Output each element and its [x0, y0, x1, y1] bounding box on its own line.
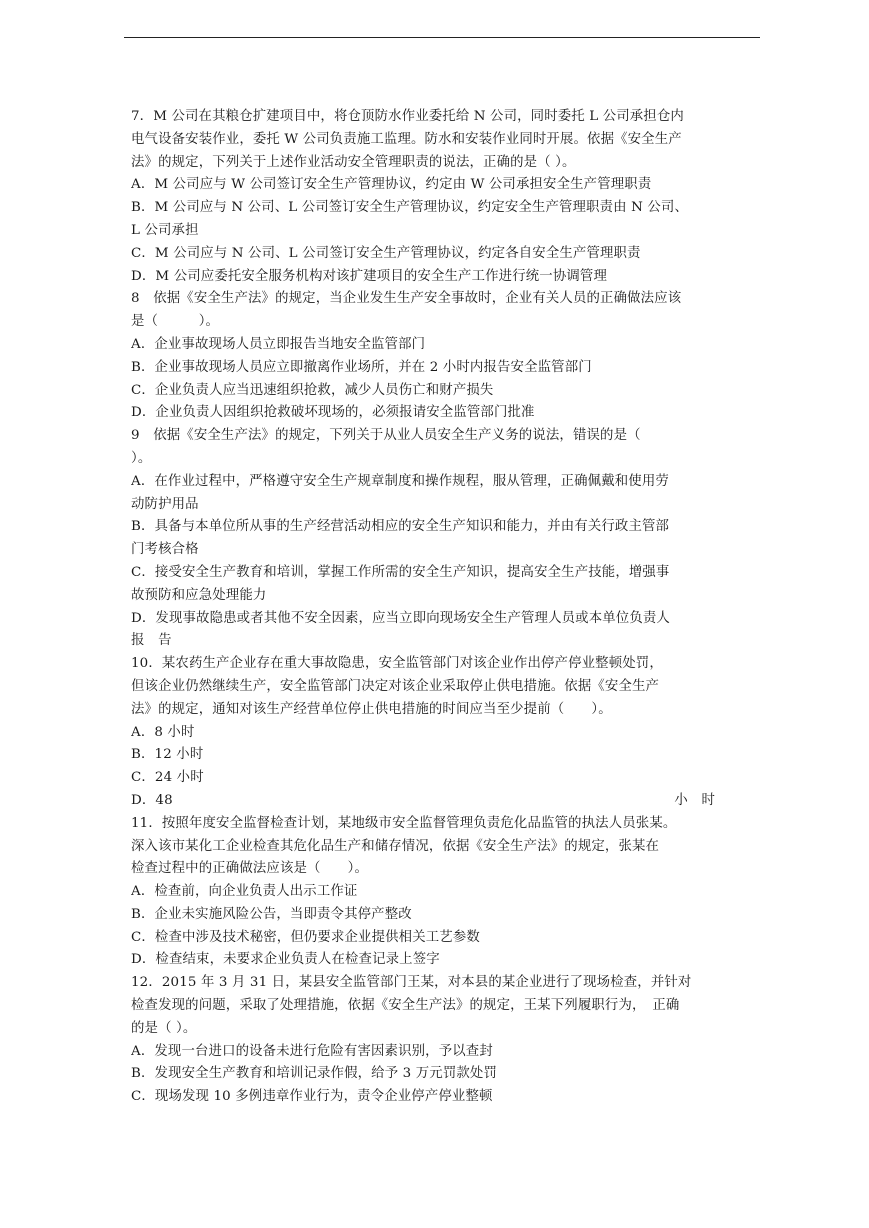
text-line: 但该企业仍然继续生产，安全监管部门决定对该企业采取停止供电措施。依据《安全生产	[131, 678, 660, 694]
text-line: A．M 公司应与 W 公司签订安全生产管理协议，约定由 W 公司承担安全生产管理职责	[131, 177, 652, 193]
text-line: 电气设备安装作业，委托 W 公司负责施工监理。防水和安装作业同时开展。依据《安全生产	[131, 131, 682, 147]
text-line: A．在作业过程中，严格遵守安全生产规章制度和操作规程，服从管理，正确佩戴和使用劳	[131, 473, 669, 489]
text-line: 7．M 公司在其粮仓扩建项目中，将仓顶防水作业委托给 N 公司，同时委托 L 公司承担仓内	[131, 109, 684, 124]
answer-d-unit: 小 时	[674, 792, 715, 808]
text-line: B．企业事故现场人员应立即撤离作业场所，并在 2 小时内报告安全监管部门	[131, 359, 592, 375]
text-line: C．M 公司应与 N 公司、L 公司签订安全生产管理协议，约定各自安全生产管理职责	[131, 245, 641, 261]
text-line: C．现场发现 10 多例违章作业行为，责令企业停产停业整顿	[131, 1089, 493, 1105]
text-line: 深入该市某化工企业检查其危化品生产和储存情况，依据《安全生产法》的规定，张某在	[131, 838, 660, 854]
text-line: C．企业负责人应当迅速组织抢救，减少人员伤亡和财产损失	[131, 382, 494, 398]
text-line: 12．2015 年 3 月 31 日，某县安全监管部门王某，对本县的某企业进行了现场检查，并针对	[131, 975, 692, 991]
text-line: L 公司承担	[131, 222, 199, 238]
text-line: 10．某农药生产企业存在重大事故隐患，安全监管部门对该企业作出停产停业整顿处罚，	[131, 656, 663, 672]
text-line-answer-d-48	[131, 790, 753, 813]
text-line: ）。	[131, 450, 152, 466]
answer-d-label: D．48	[131, 792, 173, 808]
text-line: 是（ ）。	[131, 314, 220, 330]
text-line: B．M 公司应与 N 公司、L 公司签订安全生产管理协议，约定安全生产管理职责由 N 公司、	[131, 200, 688, 216]
text-line: B．企业未实施风险公告，当即责令其停产整改	[131, 906, 412, 922]
text-line: 检查过程中的正确做法应该是（ ）。	[131, 861, 369, 877]
text-line: 法》的规定，下列关于上述作业活动安全管理职责的说法，正确的是（ ）。	[131, 154, 576, 170]
text-line: 的是（ ）。	[131, 1020, 197, 1036]
text-line: C．24 小时	[131, 770, 204, 786]
text-line: 故预防和应急处理能力	[131, 587, 267, 603]
text-line: D．检查结束，未要求企业负责人在检查记录上签字	[131, 952, 440, 968]
text-line: 法》的规定，通知对该生产经营单位停止供电措施的时间应当至少提前（ ）。	[131, 701, 612, 717]
text-line: A．发现一台进口的设备未进行危险有害因素识别，予以查封	[131, 1043, 493, 1059]
text-line: 9 依据《安全生产法》的规定，下列关于从业人员安全生产义务的说法，错误的是（	[131, 428, 641, 444]
text-line: 11．按照年度安全监督检查计划，某地级市安全监督管理负责危化品监管的执法人员张某。	[131, 815, 677, 831]
text-line: A．检查前，向企业负责人出示工作证	[131, 884, 358, 900]
text-line: C．接受安全生产教育和培训，掌握工作所需的安全生产知识，提高安全生产技能，增强事	[131, 564, 670, 580]
text-line: 动防护用品	[131, 496, 199, 512]
document-body	[131, 106, 753, 1109]
text-block-upper	[131, 106, 753, 790]
text-line: A．8 小时	[131, 724, 195, 740]
text-line: 8 依据《安全生产法》的规定，当企业发生生产安全事故时，企业有关人员的正确做法应该	[131, 291, 682, 307]
text-block-lower	[131, 813, 753, 1109]
text-line: D．企业负责人因组织抢救破坏现场的，必须报请安全监管部门批准	[131, 405, 535, 421]
text-line: B．具备与本单位所从事的生产经营活动相应的安全生产知识和能力，并由有关行政主管部	[131, 519, 670, 535]
text-line: D．发现事故隐患或者其他不安全因素，应当立即向现场安全生产管理人员或本单位负责人	[131, 610, 670, 626]
text-line: 门考核合格	[131, 542, 199, 558]
text-line: C．检查中涉及技术秘密，但仍要求企业提供相关工艺参数	[131, 929, 480, 945]
text-line: 检查发现的问题，采取了处理措施，依据《安全生产法》的规定，王某下列履职行为， 正确	[131, 998, 680, 1014]
text-line: B．发现安全生产教育和培训记录作假，给予 3 万元罚款处罚	[131, 1066, 497, 1082]
text-line: D．M 公司应委托安全服务机构对该扩建项目的安全生产工作进行统一协调管理	[131, 268, 607, 284]
header-rule	[124, 37, 760, 38]
text-line: B．12 小时	[131, 747, 204, 763]
text-line: A．企业事故现场人员立即报告当地安全监管部门	[131, 336, 426, 352]
text-line: 报 告	[131, 633, 172, 649]
